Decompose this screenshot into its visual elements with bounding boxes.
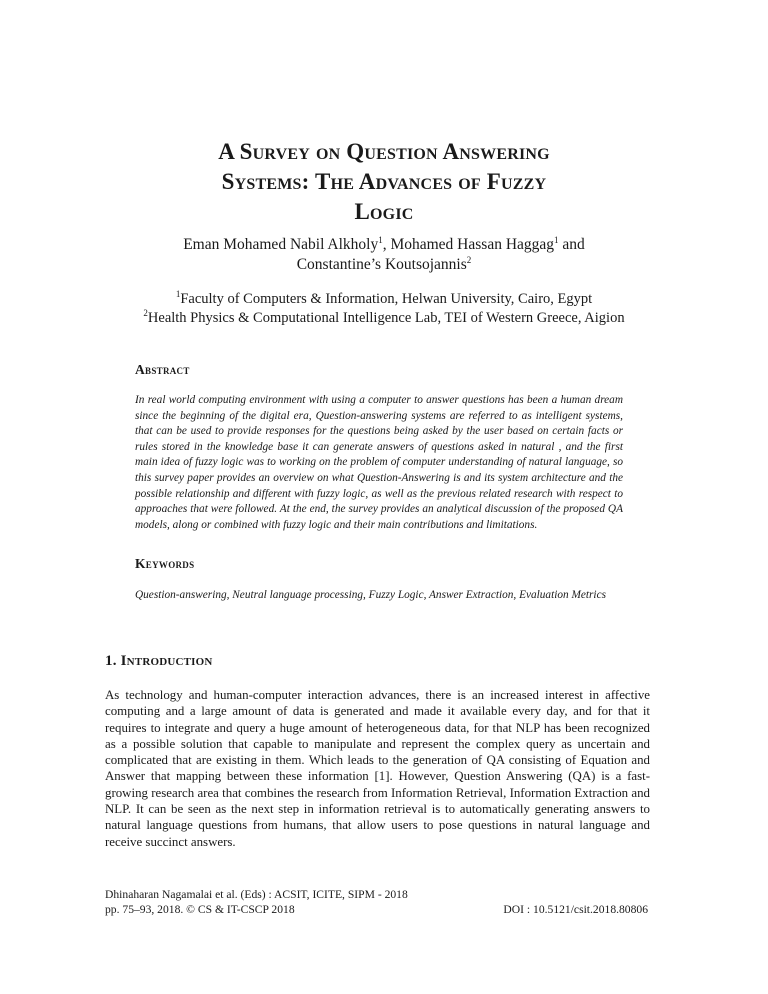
abstract-heading: Abstract (135, 362, 190, 377)
paper-title (120, 137, 648, 227)
keywords-body: Question-answering, Neutral language processing, Fuzzy Logic, Answer Extraction, Evaluation Metrics (135, 589, 606, 601)
affiliation-marker: 2 (143, 308, 148, 319)
keywords-heading: Keywords (135, 556, 195, 571)
footer-line-1: Dhinaharan Nagamalai et al. (Eds) : ACSIT, ICITE, SIPM - 2018 (105, 888, 408, 901)
affiliation-marker: 1 (175, 289, 181, 300)
author-name: Constantine’s Koutsojannis (296, 256, 467, 273)
author-affiliation-marker: 1 (554, 234, 559, 245)
author-affiliation-marker: 2 (466, 254, 472, 265)
affiliation-text: Faculty of Computers & Information, Helwan University, Cairo, Egypt (180, 291, 593, 307)
affiliation-list (130, 290, 638, 328)
author-name: Mohamed Hassan Haggag (390, 236, 555, 253)
introduction-heading: 1. Introduction (105, 653, 213, 669)
author-separator: and (558, 236, 585, 253)
affiliation-2 (130, 309, 638, 328)
footer-line-2: pp. 75–93, 2018. © CS & IT-CSCP 2018 (105, 903, 295, 916)
title-line-3: Logic (354, 199, 414, 224)
author-separator: , (382, 236, 391, 253)
author-list (130, 235, 638, 275)
page-footer-citation (105, 887, 408, 917)
abstract-body: In real world computing environment with using a computer to answer questions has been a human dream since the beginning of the digital era, Question-answering systems are referred to as intelligent systems, that can be used to provide responses for the questions being asked by the user based on certain facts or rules stored in the knowledge base it can generate answers of questions asked in natural , and the first main idea of fuzzy logic was to working on the problem of computer understanding of natural language, so this survey paper provides an overview on what Question-Answering is and its system architecture and the possible relationship and different with fuzzy logic, as well as the previous related research with respect to approaches that were followed. At the end, the survey provides an analytical discussion of the proposed QA models, along or combined with fuzzy logic and their main contributions and limitations. (135, 394, 623, 531)
title-line-1: A Survey on Question Answering (218, 139, 550, 164)
introduction-body: As technology and human-computer interaction advances, there is an increased interest in affective computing and a large amount of data is generated and made it available every day, and for that it requires to integrate and query a huge amount of heterogeneous data, for that NLP has been recognized as a possible solution that capable to manipulate and represent the complex query as uncertain and complicated that are existing in them. Which leads to the generation of QA consisting of Equation and Answer that mapping between these information [1]. However, Question Answering (QA) is a fast-growing research area that combines the research from Information Retrieval, Information Extraction and NLP. It can be seen as the next step in information retrieval is to automatically generating answers to natural language questions from humans, that allow users to pose questions in natural language and receive succinct answers. (105, 688, 650, 849)
author-affiliation-marker: 1 (378, 234, 383, 245)
affiliation-text: Health Physics & Computational Intelligence Lab, TEI of Western Greece, Aigion (147, 310, 625, 326)
footer-doi: DOI : 10.5121/csit.2018.80806 (503, 903, 648, 916)
affiliation-1 (130, 290, 638, 309)
title-line-2: Systems: The Advances of Fuzzy (221, 169, 547, 194)
author-name: Eman Mohamed Nabil Alkholy (183, 236, 379, 253)
